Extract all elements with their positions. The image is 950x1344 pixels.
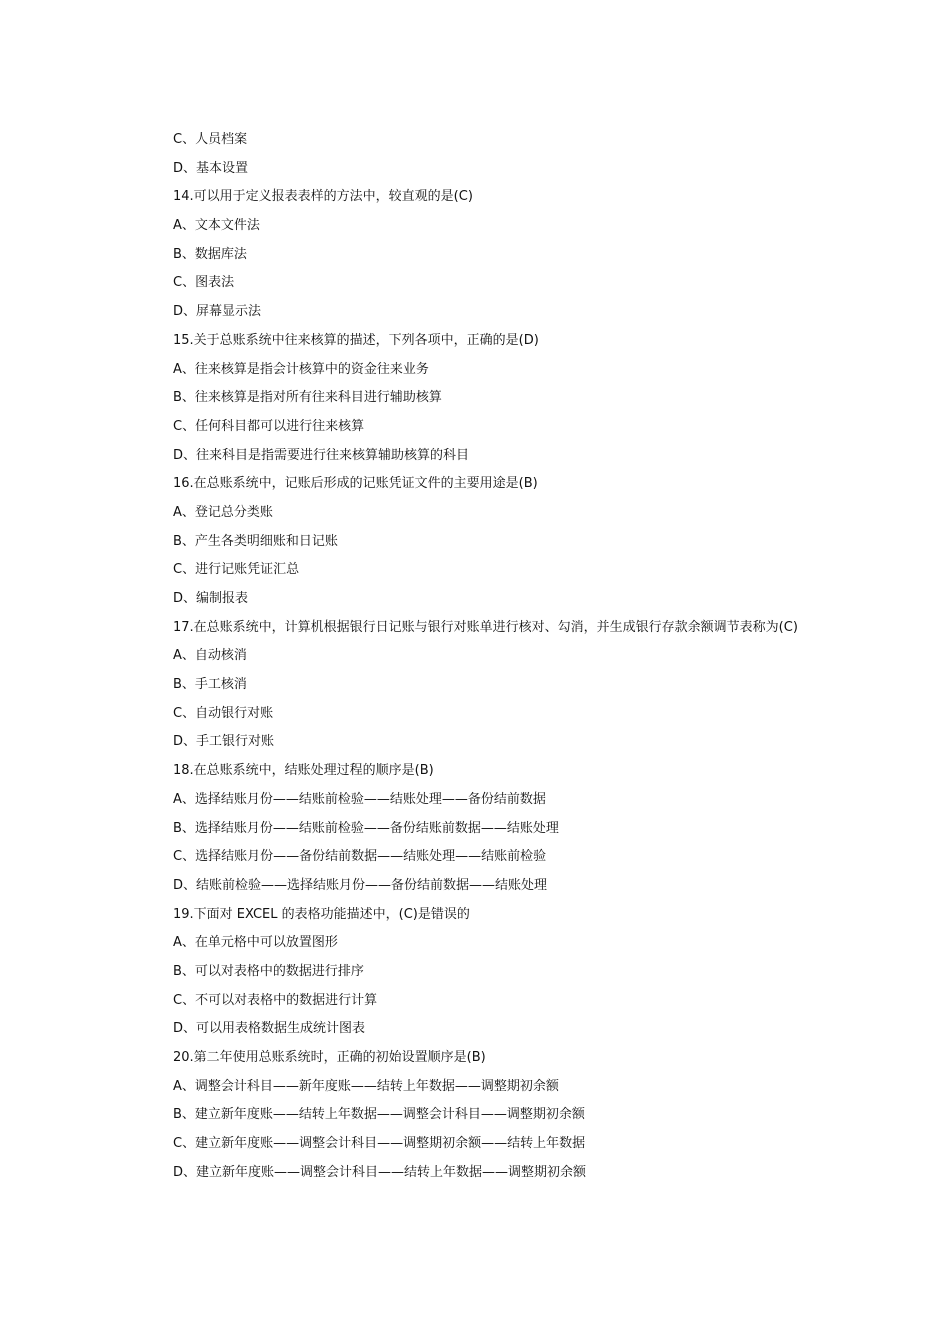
question-19: 19.下面对 EXCEL 的表格功能描述中，(C)是错误的 [173,906,470,922]
option-line: D、手工银行对账 [173,734,275,750]
option-line: D、结账前检验——选择结账月份——备份结前数据——结账处理 [173,877,548,893]
question-18: 18.在总账系统中，结账处理过程的顺序是(B) [173,763,434,779]
option-line: A、往来核算是指会计核算中的资金往来业务 [173,361,429,377]
option-line: C、不可以对表格中的数据进行计算 [173,992,378,1008]
option-line: A、文本文件法 [173,218,260,234]
option-line: C、人员档案 [173,132,248,147]
option-line: C、选择结账月份——备份结前数据——结账处理——结账前检验 [173,849,547,865]
question-20: 20.第二年使用总账系统时，正确的初始设置顺序是(B) [173,1050,486,1066]
option-line: A、自动核消 [173,648,247,664]
option-line: D、建立新年度账——调整会计科目——结转上年数据——调整期初余额 [173,1164,587,1180]
option-line: C、自动银行对账 [173,705,274,721]
option-line: D、可以用表格数据生成统计图表 [173,1021,366,1037]
document-body [145,126,805,1187]
option-line: A、在单元格中可以放置图形 [173,935,338,951]
option-line: B、建立新年度账——结转上年数据——调整会计科目——调整期初余额 [173,1107,585,1123]
question-15: 15.关于总账系统中往来核算的描述，下列各项中，正确的是(D) [173,332,539,348]
option-line: D、屏幕显示法 [173,304,262,320]
option-line: A、选择结账月份——结账前检验——结账处理——备份结前数据 [173,791,546,807]
option-line: D、编制报表 [173,591,249,606]
option-line: D、基本设置 [173,160,249,176]
question-16: 16.在总账系统中，记账后形成的记账凭证文件的主要用途是(B) [173,476,538,492]
option-line: B、可以对表格中的数据进行排序 [173,963,364,979]
option-line: A、登记总分类账 [173,504,273,520]
question-17: 17.在总账系统中，计算机根据银行日记账与银行对账单进行核对、勾消，并生成银行存款余额调节表称为(C) [173,619,798,635]
option-line: B、往来核算是指对所有往来科目进行辅助核算 [173,390,442,406]
option-line: B、产生各类明细账和日记账 [173,533,338,549]
option-line: C、进行记账凭证汇总 [173,562,300,578]
option-line: B、手工核消 [173,677,247,693]
question-14: 14.可以用于定义报表表样的方法中，较直观的是(C) [173,189,473,205]
option-line: A、调整会计科目——新年度账——结转上年数据——调整期初余额 [173,1078,559,1094]
option-line: C、任何科目都可以进行往来核算 [173,418,365,434]
option-line: D、往来科目是指需要进行往来核算辅助核算的科目 [173,447,470,463]
option-line: B、选择结账月份——结账前检验——备份结账前数据——结账处理 [173,820,559,836]
option-line: B、数据库法 [173,246,247,262]
option-line: C、建立新年度账——调整会计科目——调整期初余额——结转上年数据 [173,1136,586,1152]
option-line: C、图表法 [173,275,235,291]
